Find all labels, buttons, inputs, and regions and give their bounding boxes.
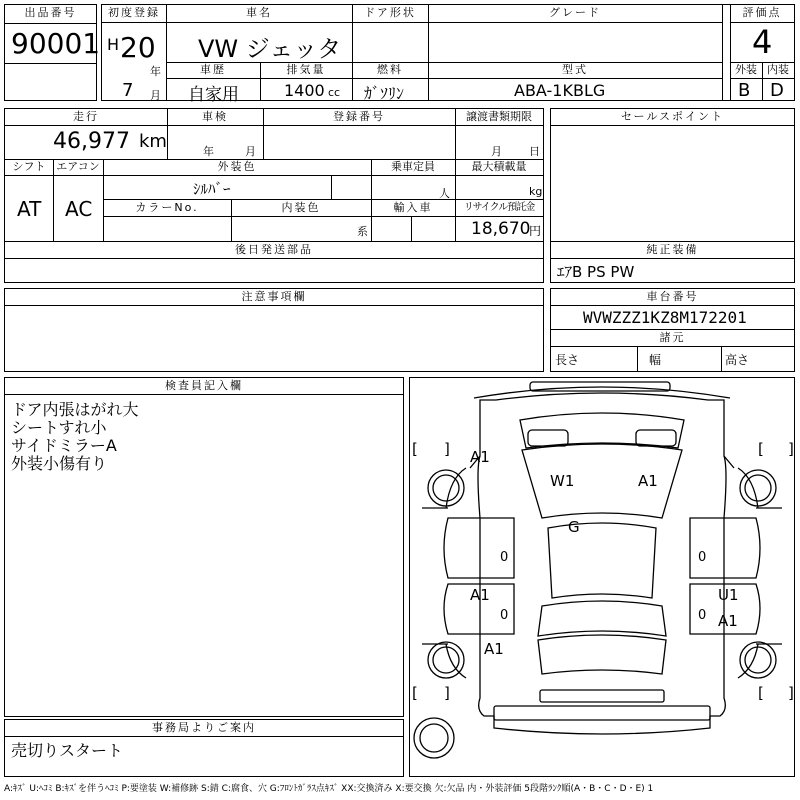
vin-box <box>550 288 795 372</box>
score-label: 評価点 <box>742 6 782 19</box>
mark-a1-rear-left: A1 <box>484 640 504 658</box>
zero-right-lower: 0 <box>698 608 707 623</box>
bracket-right-top-close: ] <box>788 440 794 458</box>
recycle-label: リサイクル預託金 <box>463 202 535 213</box>
sales-point-label: セールスポイント <box>620 110 724 123</box>
later-parts-box <box>4 241 544 283</box>
shift-value: AT <box>17 197 42 221</box>
inspector-box <box>4 377 404 717</box>
car-diagram <box>409 377 795 777</box>
zero-right-upper: 0 <box>698 550 707 565</box>
car-name: VW ジェッタ <box>198 35 342 63</box>
inspection-month-unit: 月 <box>245 145 256 158</box>
color-no-label: カラーNo. <box>135 201 199 214</box>
interior-grade-value: D <box>770 80 784 101</box>
lot-label: 出品番号 <box>24 6 77 19</box>
mark-a1-front-left: A1 <box>470 448 490 466</box>
inspector-line-1: ドア内張はがれ大 <box>11 400 139 419</box>
transfer-month-unit: 月 <box>491 145 502 158</box>
displacement-value: 1400 <box>284 81 325 100</box>
equipment-box <box>550 241 795 283</box>
score-value: 4 <box>752 23 773 61</box>
shift-label: シフト <box>12 160 46 173</box>
history-value: 自家用 <box>188 85 239 105</box>
width-label: 幅 <box>649 353 662 367</box>
office-label: 事務局よりご案内 <box>152 721 256 734</box>
capacity-unit: 人 <box>439 187 450 200</box>
notes-box <box>4 288 544 372</box>
max-load-label: 最大積載量 <box>471 160 527 173</box>
registration-label: 初度登録 <box>108 6 160 19</box>
transfer-day-unit: 日 <box>529 145 540 158</box>
bracket-right-bottom-close: ] <box>788 684 794 702</box>
lot-box <box>4 4 101 101</box>
car-diagram-svg <box>410 378 794 776</box>
bracket-left-bottom-close: ] <box>444 684 450 702</box>
model-label: 型式 <box>562 63 588 76</box>
aircon-value: AC <box>65 197 93 221</box>
vin-label: 車台番号 <box>646 290 699 303</box>
grade-label: グレード <box>549 6 601 19</box>
inspector-line-3: サイドミラーA <box>11 436 117 455</box>
fuel-label: 燃料 <box>377 63 403 76</box>
mark-w1-windshield: W1 <box>550 472 575 490</box>
door-label: ドア形状 <box>364 6 416 19</box>
mark-a1-rear-door-left: A1 <box>470 586 490 604</box>
legend-text: A:ｷｽﾞ U:ﾍｺﾐ B:ｷｽﾞを伴うﾍｺﾐ P:要塗装 W:補修跡 S:錆 C:腐食、穴 G:ﾌﾛﾝﾄｶﾞﾗｽ点ｷｽﾞ XX:交換済み X:要交換 欠:欠品 内・外装評価 5段階ﾗﾝｸ順(A・B・C・D・E) 1 <box>4 784 654 794</box>
mark-g-roof: G <box>568 518 580 536</box>
interior-grade-label: 内装 <box>767 63 789 76</box>
history-label: 車歴 <box>200 63 226 76</box>
registration-month-unit: 月 <box>150 89 161 102</box>
zero-left-lower: 0 <box>500 608 509 623</box>
bracket-right-top: [ <box>758 440 764 458</box>
inspector-label: 検査員記入欄 <box>165 379 243 392</box>
lot-number: 90001 <box>11 27 101 60</box>
mark-a1-rear-right: A1 <box>718 612 738 630</box>
capacity-label: 乗車定員 <box>391 160 435 173</box>
bracket-left-top-close: ] <box>444 440 450 458</box>
mileage-value: 46,977 <box>53 129 130 154</box>
details-grid <box>4 108 544 242</box>
plate-label: 登録番号 <box>333 110 385 123</box>
equipment-value: ｴｱB PS PW <box>557 263 635 281</box>
registration-era: H <box>107 35 120 54</box>
recycle-unit: 円 <box>529 224 542 238</box>
registration-month: 7 <box>122 80 134 101</box>
top-grid <box>101 4 795 105</box>
zero-left-upper: 0 <box>500 550 509 565</box>
sales-point-box <box>550 108 795 242</box>
model-value: ABA-1KBLG <box>514 81 606 100</box>
mileage-label: 走行 <box>73 110 99 123</box>
later-parts-label: 後日発送部品 <box>235 243 313 256</box>
recycle-value: 18,670 <box>471 219 531 239</box>
exterior-color-label: 外装色 <box>217 160 257 173</box>
interior-color-unit: 系 <box>357 225 368 238</box>
exterior-grade-label: 外装 <box>735 63 757 76</box>
mark-a1-windshield-right: A1 <box>638 472 658 490</box>
vin-value: WVWZZZ1KZ8M172201 <box>583 308 747 327</box>
import-label: 輸入車 <box>393 201 433 214</box>
exterior-color-value: ｼﾙﾊﾞｰ <box>193 180 231 198</box>
office-box <box>4 719 404 777</box>
height-label: 高さ <box>725 353 750 367</box>
length-label: 長さ <box>555 353 580 367</box>
inspector-line-4: 外装小傷有り <box>11 454 108 473</box>
dimensions-label: 諸元 <box>659 331 686 344</box>
registration-year-unit: 年 <box>150 65 161 78</box>
inspection-year-unit: 年 <box>203 145 214 158</box>
bracket-left-bottom: [ <box>412 684 418 702</box>
bracket-right-bottom: [ <box>758 684 764 702</box>
displacement-unit: cc <box>328 86 341 99</box>
mileage-unit: km <box>139 131 167 152</box>
office-value: 売切りスタート <box>11 741 124 760</box>
inspector-line-2: シートすれ小 <box>11 418 107 437</box>
equipment-label: 純正装備 <box>646 243 699 256</box>
max-load-unit: kg <box>529 185 543 198</box>
fuel-value: ｶﾞｿﾘﾝ <box>364 84 405 103</box>
interior-color-label: 内装色 <box>281 201 321 214</box>
inspection-label: 車検 <box>202 110 228 123</box>
notes-label: 注意事項欄 <box>241 290 307 303</box>
exterior-grade-value: B <box>738 80 751 101</box>
transfer-doc-label: 譲渡書類期限 <box>466 110 532 123</box>
registration-year: 20 <box>120 31 156 64</box>
bracket-left-top: [ <box>412 440 418 458</box>
car-name-label: 車名 <box>246 6 272 19</box>
displacement-label: 排気量 <box>286 63 326 76</box>
aircon-label: エアコン <box>56 160 100 173</box>
mark-u1-rear-door-right: U1 <box>718 586 739 604</box>
